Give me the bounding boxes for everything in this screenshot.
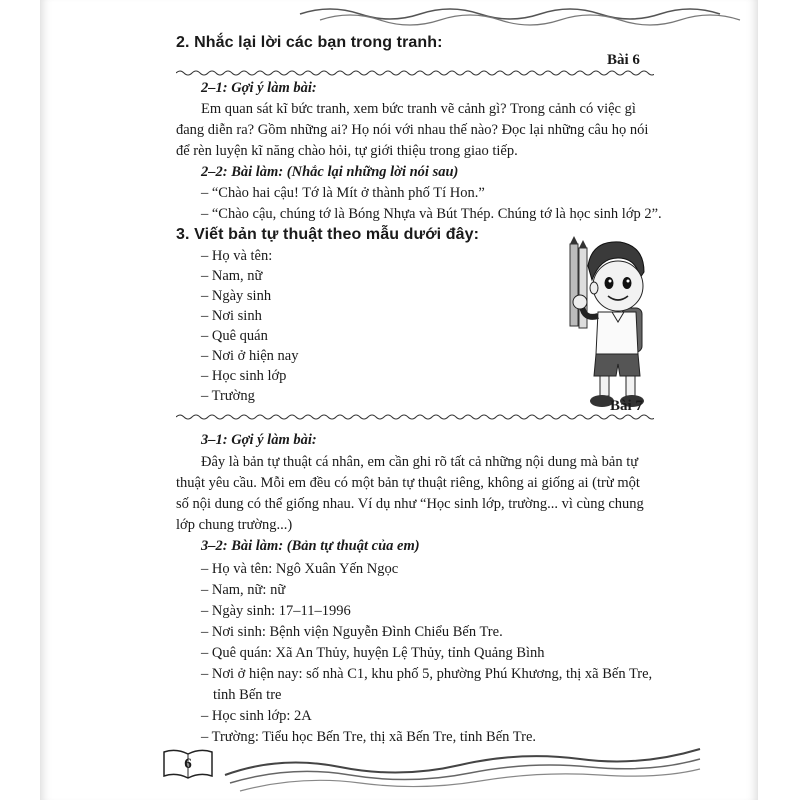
template-item: – Nơi sinh: [201, 308, 262, 324]
hint-line: Đây là bản tự thuật cá nhân, em cần ghi rõ tất cả những nội dung mà bản tự: [201, 454, 639, 470]
answer-item: – “Chào hai cậu! Tớ là Mít ở thành phố Tí Hon.”: [201, 185, 485, 201]
lesson-label-7: Bài 7: [610, 398, 643, 414]
answer-item: – Nơi ở hiện nay: số nhà C1, khu phố 5, phường Phú Khương, thị xã Bến Tre,: [201, 666, 653, 682]
section-divider: [176, 68, 654, 78]
answer-item: – Họ và tên: Ngô Xuân Yến Ngọc: [201, 561, 399, 577]
template-item: – Học sinh lớp: [201, 368, 287, 384]
hint-line: số nội dung có thể giống nhau. Ví dụ như “Học sinh lớp, trường... vì cùng chung: [176, 496, 644, 512]
section-2-heading: 2. Nhắc lại lời các bạn trong tranh:: [176, 34, 443, 51]
template-item: – Trường: [201, 388, 255, 404]
hint-line: đang diễn ra? Gồm những ai? Họ nói với nhau thế nào? Đọc lại những câu họ nói: [176, 122, 649, 138]
page-number-badge: [160, 748, 216, 782]
answer-item: – “Chào cậu, chúng tớ là Bóng Nhựa và Bút Thép. Chúng tớ là học sinh lớp 2”.: [201, 206, 662, 222]
hint-line: Em quan sát kĩ bức tranh, xem bức tranh vẽ cảnh gì? Trong cảnh có việc gì: [201, 101, 636, 117]
template-item: – Họ và tên:: [201, 248, 273, 264]
answer-title-2-2: 2–2: Bài làm: (Nhắc lại những lời nói sau): [201, 164, 459, 180]
answer-title-3-2: 3–2: Bài làm: (Bản tự thuật của em): [201, 538, 420, 554]
boy-with-pencils-illustration: [548, 236, 658, 411]
hint-line: lớp chung trường...): [176, 517, 293, 533]
section-3-heading: 3. Viết bản tự thuật theo mẫu dưới đây:: [176, 226, 480, 243]
hint-title-2-1: 2–1: Gợi ý làm bài:: [201, 80, 317, 96]
answer-item: – Nơi sinh: Bệnh viện Nguyễn Đình Chiểu Bến Tre.: [201, 624, 503, 640]
page-number: 6: [184, 756, 192, 772]
hint-line: thuật yêu cầu. Mỗi em đều có một bản tự thuật riêng, không ai giống ai (trừ một: [176, 475, 640, 491]
answer-item: – Nam, nữ: nữ: [201, 582, 286, 598]
section-divider: [176, 412, 654, 422]
top-wave-decoration: [0, 0, 800, 30]
answer-item: – Ngày sinh: 17–11–1996: [201, 603, 351, 619]
hint-title-3-1: 3–1: Gợi ý làm bài:: [201, 432, 317, 448]
answer-item: – Trường: Tiểu học Bến Tre, thị xã Bến Tre, tỉnh Bến Tre.: [201, 729, 537, 745]
answer-item: – Quê quán: Xã An Thủy, huyện Lệ Thủy, tỉnh Quảng Bình: [201, 645, 545, 661]
template-item: – Nam, nữ: [201, 268, 263, 284]
lesson-label-6: Bài 6: [607, 52, 640, 68]
hint-line: để rèn luyện kĩ năng chào hỏi, tự giới thiệu trong giao tiếp.: [176, 143, 518, 159]
bottom-wave-decoration: [0, 735, 800, 800]
answer-item-continuation: tỉnh Bến tre: [213, 687, 282, 703]
template-item: – Nơi ở hiện nay: [201, 348, 299, 364]
template-item: – Ngày sinh: [201, 288, 272, 304]
template-item: – Quê quán: [201, 328, 268, 344]
answer-item: – Học sinh lớp: 2A: [201, 708, 312, 724]
